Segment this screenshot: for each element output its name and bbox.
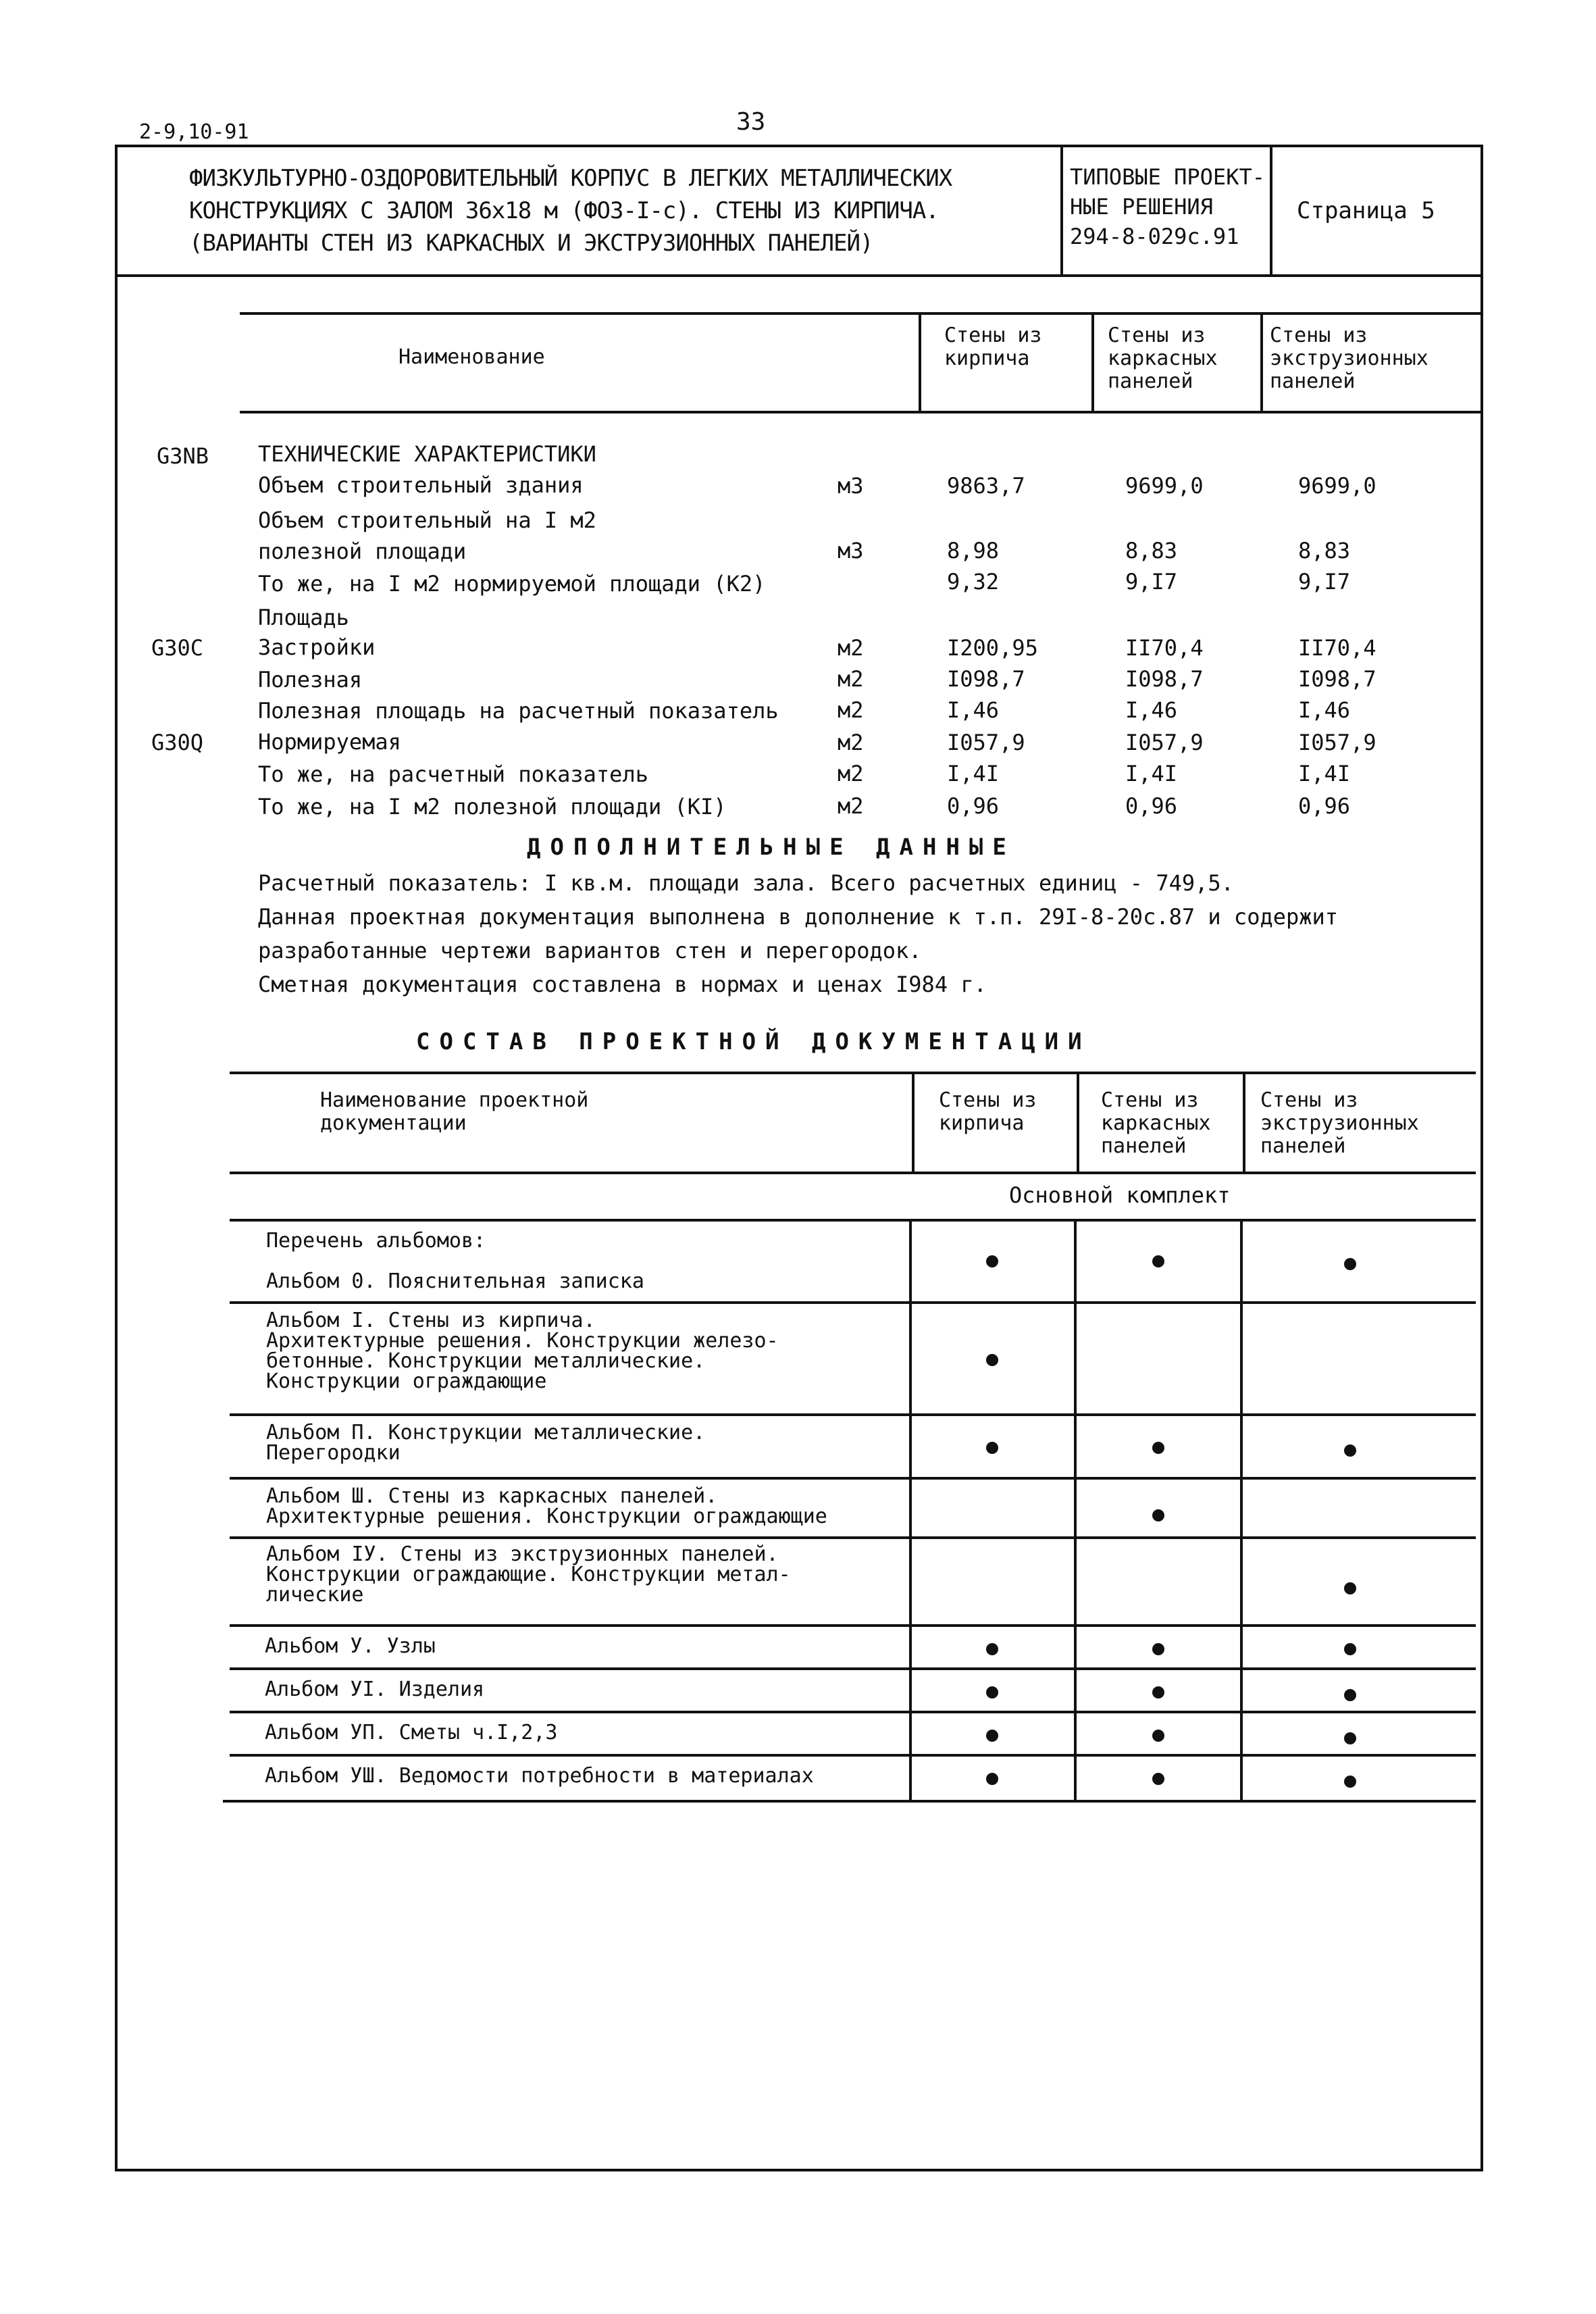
inclusion-dot <box>1152 1686 1164 1699</box>
unit: м2 <box>838 666 864 692</box>
inclusion-dot <box>1344 1582 1356 1594</box>
table-row-label: полезной площади <box>258 538 467 564</box>
inclusion-dot <box>1152 1730 1164 1742</box>
value: I057,9 <box>1298 730 1376 755</box>
unit: м2 <box>838 697 864 723</box>
album-row-label: Альбом УI. Изделия <box>265 1678 485 1701</box>
value: 0,96 <box>947 793 1000 819</box>
value: I057,9 <box>1125 730 1204 755</box>
value: II70,4 <box>1125 635 1204 661</box>
header-document-name: Наименование проектной документации <box>320 1088 589 1135</box>
additional-text: Расчетный показатель: I кв.м. площади зала. Всего расчетных единиц - 749,5. Данная проектная документация выполнена в дополнение к т.п. 29I-8-20с.87 и содержит разработанные чертежи вариантов стен и перегородок. Сметная документация составлена в нормах и ценах I984 г. <box>258 870 1339 997</box>
document-code: 2-9,10-91 <box>139 120 249 144</box>
unit: м2 <box>838 793 864 819</box>
value: 9699,0 <box>1125 473 1204 499</box>
table-row-label: Застройки <box>258 634 376 660</box>
inclusion-dot <box>1344 1258 1356 1270</box>
value: I,4I <box>947 761 1000 786</box>
value: I,46 <box>1125 697 1178 723</box>
value: I,4I <box>1298 761 1351 786</box>
title-divider <box>1270 145 1272 277</box>
composition-heading: СОСТАВ ПРОЕКТНОЙ ДОКУМЕНТАЦИИ <box>416 1028 1091 1055</box>
table-row-label: Площадь <box>258 605 349 630</box>
album-row-label: Альбом У. Узлы <box>265 1634 436 1658</box>
inclusion-dot <box>1344 1776 1356 1788</box>
value: 8,83 <box>1298 538 1351 563</box>
table-row-label: Объем строительный на I м2 <box>258 507 596 533</box>
inclusion-dot <box>1344 1689 1356 1701</box>
table-row-label: Объем строительный здания <box>258 472 584 498</box>
album-row-label: Перечень альбомов: Альбом 0. Пояснительная записка <box>266 1229 644 1293</box>
inclusion-dot <box>986 1773 998 1785</box>
value: I200,95 <box>947 635 1038 661</box>
value: 8,83 <box>1125 538 1178 563</box>
additional-heading: ДОПОЛНИТЕЛЬНЫЕ ДАННЫЕ <box>527 834 1016 861</box>
inclusion-dot <box>1152 1643 1164 1655</box>
unit: м2 <box>838 761 864 786</box>
side-code: G30C <box>151 635 204 661</box>
inclusion-dot <box>1344 1732 1356 1744</box>
value: 9,I7 <box>1125 569 1178 595</box>
unit: м2 <box>838 635 864 661</box>
header-brick: Стены из кирпича <box>944 324 1042 370</box>
inclusion-dot <box>1152 1509 1164 1521</box>
value: I057,9 <box>947 730 1025 755</box>
album-row-label: Альбом УШ. Ведомости потребности в материалах <box>265 1764 814 1788</box>
album-row-label: Альбом IУ. Стены из экструзионных панелей. Конструкции ограждающие. Конструкции метал- лические <box>266 1542 791 1607</box>
value: I,46 <box>1298 697 1351 723</box>
table-row-label: Полезная <box>258 667 363 693</box>
inclusion-dot <box>986 1354 998 1366</box>
value: 9863,7 <box>947 473 1025 499</box>
value: 9699,0 <box>1298 473 1376 499</box>
inclusion-dot <box>1152 1773 1164 1785</box>
page-number: 33 <box>736 108 766 136</box>
unit: м3 <box>838 473 864 499</box>
document-title: ФИЗКУЛЬТУРНО-ОЗДОРОВИТЕЛЬНЫЙ КОРПУС В ЛЕГКИХ МЕТАЛЛИЧЕСКИХ КОНСТРУКЦИЯХ С ЗАЛОМ 36х18 м (ФОЗ-I-с). СТЕНЫ ИЗ КИРПИЧА. (ВАРИАНТЫ СТЕН ИЗ КАРКАСНЫХ И ЭКСТРУЗИОННЫХ ПАНЕЛЕЙ) <box>189 165 952 257</box>
album-row-label: Альбом УП. Сметы ч.I,2,3 <box>265 1721 558 1744</box>
inclusion-dot <box>986 1255 998 1267</box>
header-extrusion-panels: Стены из экструзионных панелей <box>1270 324 1428 393</box>
header-frame-panels: Стены из каркасных панелей <box>1101 1088 1211 1158</box>
inclusion-dot <box>1152 1442 1164 1454</box>
inclusion-dot <box>986 1730 998 1742</box>
title-divider <box>1060 145 1063 277</box>
album-row-label: Альбом I. Стены из кирпича. Архитектурные решения. Конструкции железо- бетонные. Конструкции металлические. Конструкции ограждающие <box>266 1309 779 1393</box>
value: I,46 <box>947 697 1000 723</box>
inclusion-dot <box>1344 1444 1356 1457</box>
album-row-label: Альбом Ш. Стены из каркасных панелей. Архитектурные решения. Конструкции ограждающие <box>266 1484 827 1528</box>
value: 8,98 <box>947 538 1000 563</box>
inclusion-dot <box>986 1686 998 1699</box>
album-row-label: Альбом П. Конструкции металлические. Перегородки <box>266 1421 706 1465</box>
header-brick: Стены из кирпича <box>939 1088 1037 1135</box>
inclusion-dot <box>986 1643 998 1655</box>
page-label: Страница 5 <box>1297 197 1435 224</box>
side-code: G3NB <box>157 443 209 469</box>
value: 0,96 <box>1298 793 1351 819</box>
value: 0,96 <box>1125 793 1178 819</box>
value: I098,7 <box>947 666 1025 692</box>
header-frame-panels: Стены из каркасных панелей <box>1108 324 1218 393</box>
subheader-basic-set: Основной комплект <box>1009 1182 1231 1208</box>
inclusion-dot <box>1344 1643 1356 1655</box>
value: II70,4 <box>1298 635 1376 661</box>
series-label: ТИПОВЫЕ ПРОЕКТ- НЫЕ РЕШЕНИЯ 294-8-029с.91 <box>1070 164 1265 249</box>
inclusion-dot <box>986 1442 998 1454</box>
unit: м2 <box>838 730 864 755</box>
value: I,4I <box>1125 761 1178 786</box>
table-row-label: То же, на расчетный показатель <box>258 761 648 787</box>
value: I098,7 <box>1298 666 1376 692</box>
table-row-label: То же, на I м2 нормируемой площади (K2) <box>258 571 766 597</box>
section-title: ТЕХНИЧЕСКИЕ ХАРАКТЕРИСТИКИ <box>258 441 596 467</box>
value: 9,32 <box>947 569 1000 595</box>
inclusion-dot <box>1152 1255 1164 1267</box>
table-row-label: Нормируемая <box>258 729 401 755</box>
table-row-label: Полезная площадь на расчетный показатель <box>258 698 779 724</box>
table-row-label: То же, на I м2 полезной площади (KI) <box>258 794 727 820</box>
value: 9,I7 <box>1298 569 1351 595</box>
header-name: Наименование <box>398 345 545 369</box>
value: I098,7 <box>1125 666 1204 692</box>
unit: м3 <box>838 538 864 563</box>
side-code: G30Q <box>151 730 204 755</box>
header-extrusion-panels: Стены из экструзионных панелей <box>1260 1088 1419 1158</box>
